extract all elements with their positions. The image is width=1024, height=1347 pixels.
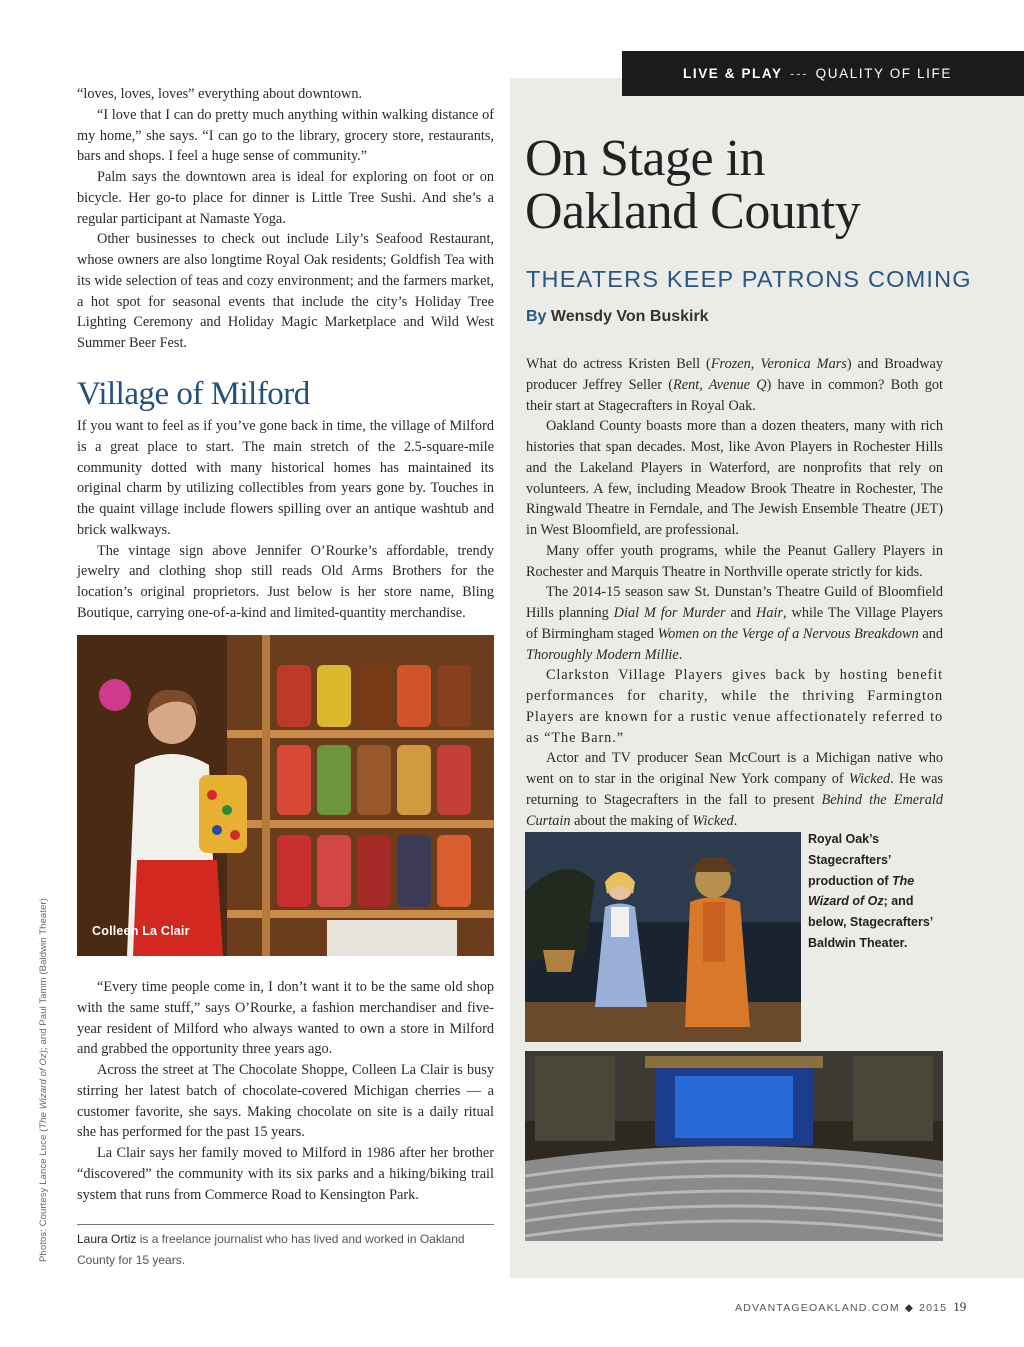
paragraph: Palm says the downtown area is ideal for exploring on foot or on bicycle. Her go-to place for dinner is Little Tree Sushi. And she’s a regular participant at Namaste Yoga. bbox=[77, 169, 494, 227]
section-heading-village-of-milford: Village of Milford bbox=[77, 376, 310, 412]
byline-prefix: By bbox=[526, 308, 547, 325]
page-footer bbox=[735, 1299, 966, 1315]
candy-shop-photo bbox=[77, 635, 494, 956]
section-name: LIVE & PLAY bbox=[683, 66, 783, 81]
paragraph: If you want to feel as if you’ve gone back in time, the village of Milford is a great place to start. The main stretch of the 2.5-square-mile community dotted with many historical homes has maintained its original charm by utilizing collectibles from years gone by. Touches in the quaint village include flowers spilling over an antique washtub and brick walkways. bbox=[77, 418, 494, 538]
paragraph: Across the street at The Chocolate Shoppe, Colleen La Clair is busy stirring her latest batch of chocolate-covered Michigan cherries — a customer favorite, she says. Making chocolate on site is a daily ritual she has performed for the past 15 years. bbox=[77, 1062, 494, 1141]
paragraph: Actor and TV producer Sean McCourt is a Michigan native who went on to star in the original New York company of Wicked. He was returning to Stagecrafters in the fall to present Behind the Emerald Curtain about the making of Wicked. bbox=[526, 750, 943, 829]
photo-credit bbox=[38, 898, 49, 1262]
paragraph: “Every time people come in, I don’t want it to be the same old shop with the same stuff,” says O’Rourke, a fashion merchandiser and five-year resident of Milford who always wanted to own a store in Milford and grabbed the opportunity three years ago. bbox=[77, 979, 494, 1058]
section-separator: --- bbox=[789, 66, 809, 81]
baldwin-theater-illustration bbox=[525, 1051, 943, 1241]
credit-text: Photos: Courtesy Lance Luce ( bbox=[38, 1128, 49, 1262]
section-header-bar bbox=[622, 51, 1024, 96]
left-column-middle bbox=[77, 416, 494, 624]
paragraph: La Clair says her family moved to Milford in 1986 after her brother “discovered” the community with its six parks and a hiking/biking trail system that runs from Commerce Road to Kensington Park. bbox=[77, 1145, 494, 1203]
paragraph: “loves, loves, loves” everything about downtown. bbox=[77, 86, 363, 102]
left-column-top bbox=[77, 84, 494, 354]
diamond-icon: ◆ bbox=[904, 1302, 915, 1314]
paragraph: The vintage sign above Jennifer O’Rourke’s affordable, trendy jewelry and clothing shop still reads Old Arms Brothers for the location’s original proprietors. Just below is her store name, Bling Boutique, carrying one-of-a-kind and limited-quantity merchandise. bbox=[77, 542, 494, 621]
section-subname: QUALITY OF LIFE bbox=[815, 66, 952, 81]
paragraph: Oakland County boasts more than a dozen theaters, many with rich histories that span decades. Most, like Avon Players in Rochester Hills and the Lakeland Players in Waterford, are nonprofits that rely on volunteers. A few, including Meadow Brook Theatre in Rochester, The Ringwald Theatre in Ferndale, and The Jewish Ensemble Theatre (JET) in West Bloomfield, are professional. bbox=[526, 418, 943, 538]
credit-text: ); and Paul Tamm (Baldwin Theater) bbox=[38, 898, 49, 1054]
photo-caption: Colleen La Clair bbox=[92, 924, 190, 938]
footer-site: ADVANTAGEOAKLAND.COM bbox=[735, 1302, 900, 1314]
author-bio bbox=[77, 1224, 494, 1270]
wizard-of-oz-illustration bbox=[525, 832, 801, 1042]
paragraph: What do actress Kristen Bell (Frozen, Veronica Mars) and Broadway producer Jeffrey Seller (Rent, Avenue Q) have in common? Both got their start at Stagecrafters in Royal Oak. bbox=[526, 356, 944, 414]
author-bio-text: is a freelance journalist who has lived and worked in Oakland County for 15 years. bbox=[77, 1232, 465, 1267]
paragraph: “I love that I can do pretty much anything within walking distance of my home,” she says. “I can go to the library, grocery store, restaurants, bars and shops. I feel a huge sense of community.” bbox=[77, 106, 494, 165]
candy-shop-illustration bbox=[77, 635, 494, 956]
right-column-text bbox=[526, 354, 943, 831]
paragraph: Other businesses to check out include Lily’s Seafood Restaurant, whose owners are also longtime Royal Oak residents; Goldfish Tea with its wide selection of teas and cozy environment; and the farmers market, a hot spot for seasonal events that include the city’s Holiday Tree Lighting Ceremony and Holiday Magic Marketplace and Wild West Summer Beer Fest. bbox=[77, 231, 494, 351]
page-number: 19 bbox=[953, 1299, 967, 1314]
byline-author: Wensdy Von Buskirk bbox=[550, 308, 709, 325]
article-headline bbox=[525, 132, 965, 238]
wizard-of-oz-photo bbox=[525, 832, 801, 1042]
byline bbox=[526, 308, 709, 326]
author-name: Laura Ortiz bbox=[77, 1232, 137, 1246]
headline-line: On Stage in bbox=[525, 130, 766, 187]
headline-line: Oakland County bbox=[525, 183, 861, 240]
paragraph: Clarkston Village Players gives back by hosting benefit performances for charity, while the thriving Farmington Players are known for a rustic venue affectionately referred to as “The Barn.” bbox=[526, 667, 943, 746]
credit-title: The Wizard of Oz bbox=[38, 1053, 49, 1129]
paragraph: Many offer youth programs, while the Peanut Gallery Players in Rochester and Marquis Theatre in Northville operate strictly for kids. bbox=[526, 542, 943, 580]
paragraph: The 2014-15 season saw St. Dunstan’s Theatre Guild of Bloomfield Hills planning Dial M for Murder and Hair, while The Village Players of Birmingham staged Women on the Verge of a Nervous Breakdown and Thoroughly Modern Millie. bbox=[526, 584, 943, 663]
left-column-bottom bbox=[77, 977, 494, 1205]
article-subhead: THEATERS KEEP PATRONS COMING bbox=[526, 266, 972, 292]
photo-caption-oz: Royal Oak’s Stagecrafters’ production of The Wizard of Oz; and below, Stagecrafters’ Baldwin Theater. bbox=[808, 832, 933, 950]
footer-year: 2015 bbox=[919, 1302, 948, 1314]
baldwin-theater-photo bbox=[525, 1051, 943, 1241]
